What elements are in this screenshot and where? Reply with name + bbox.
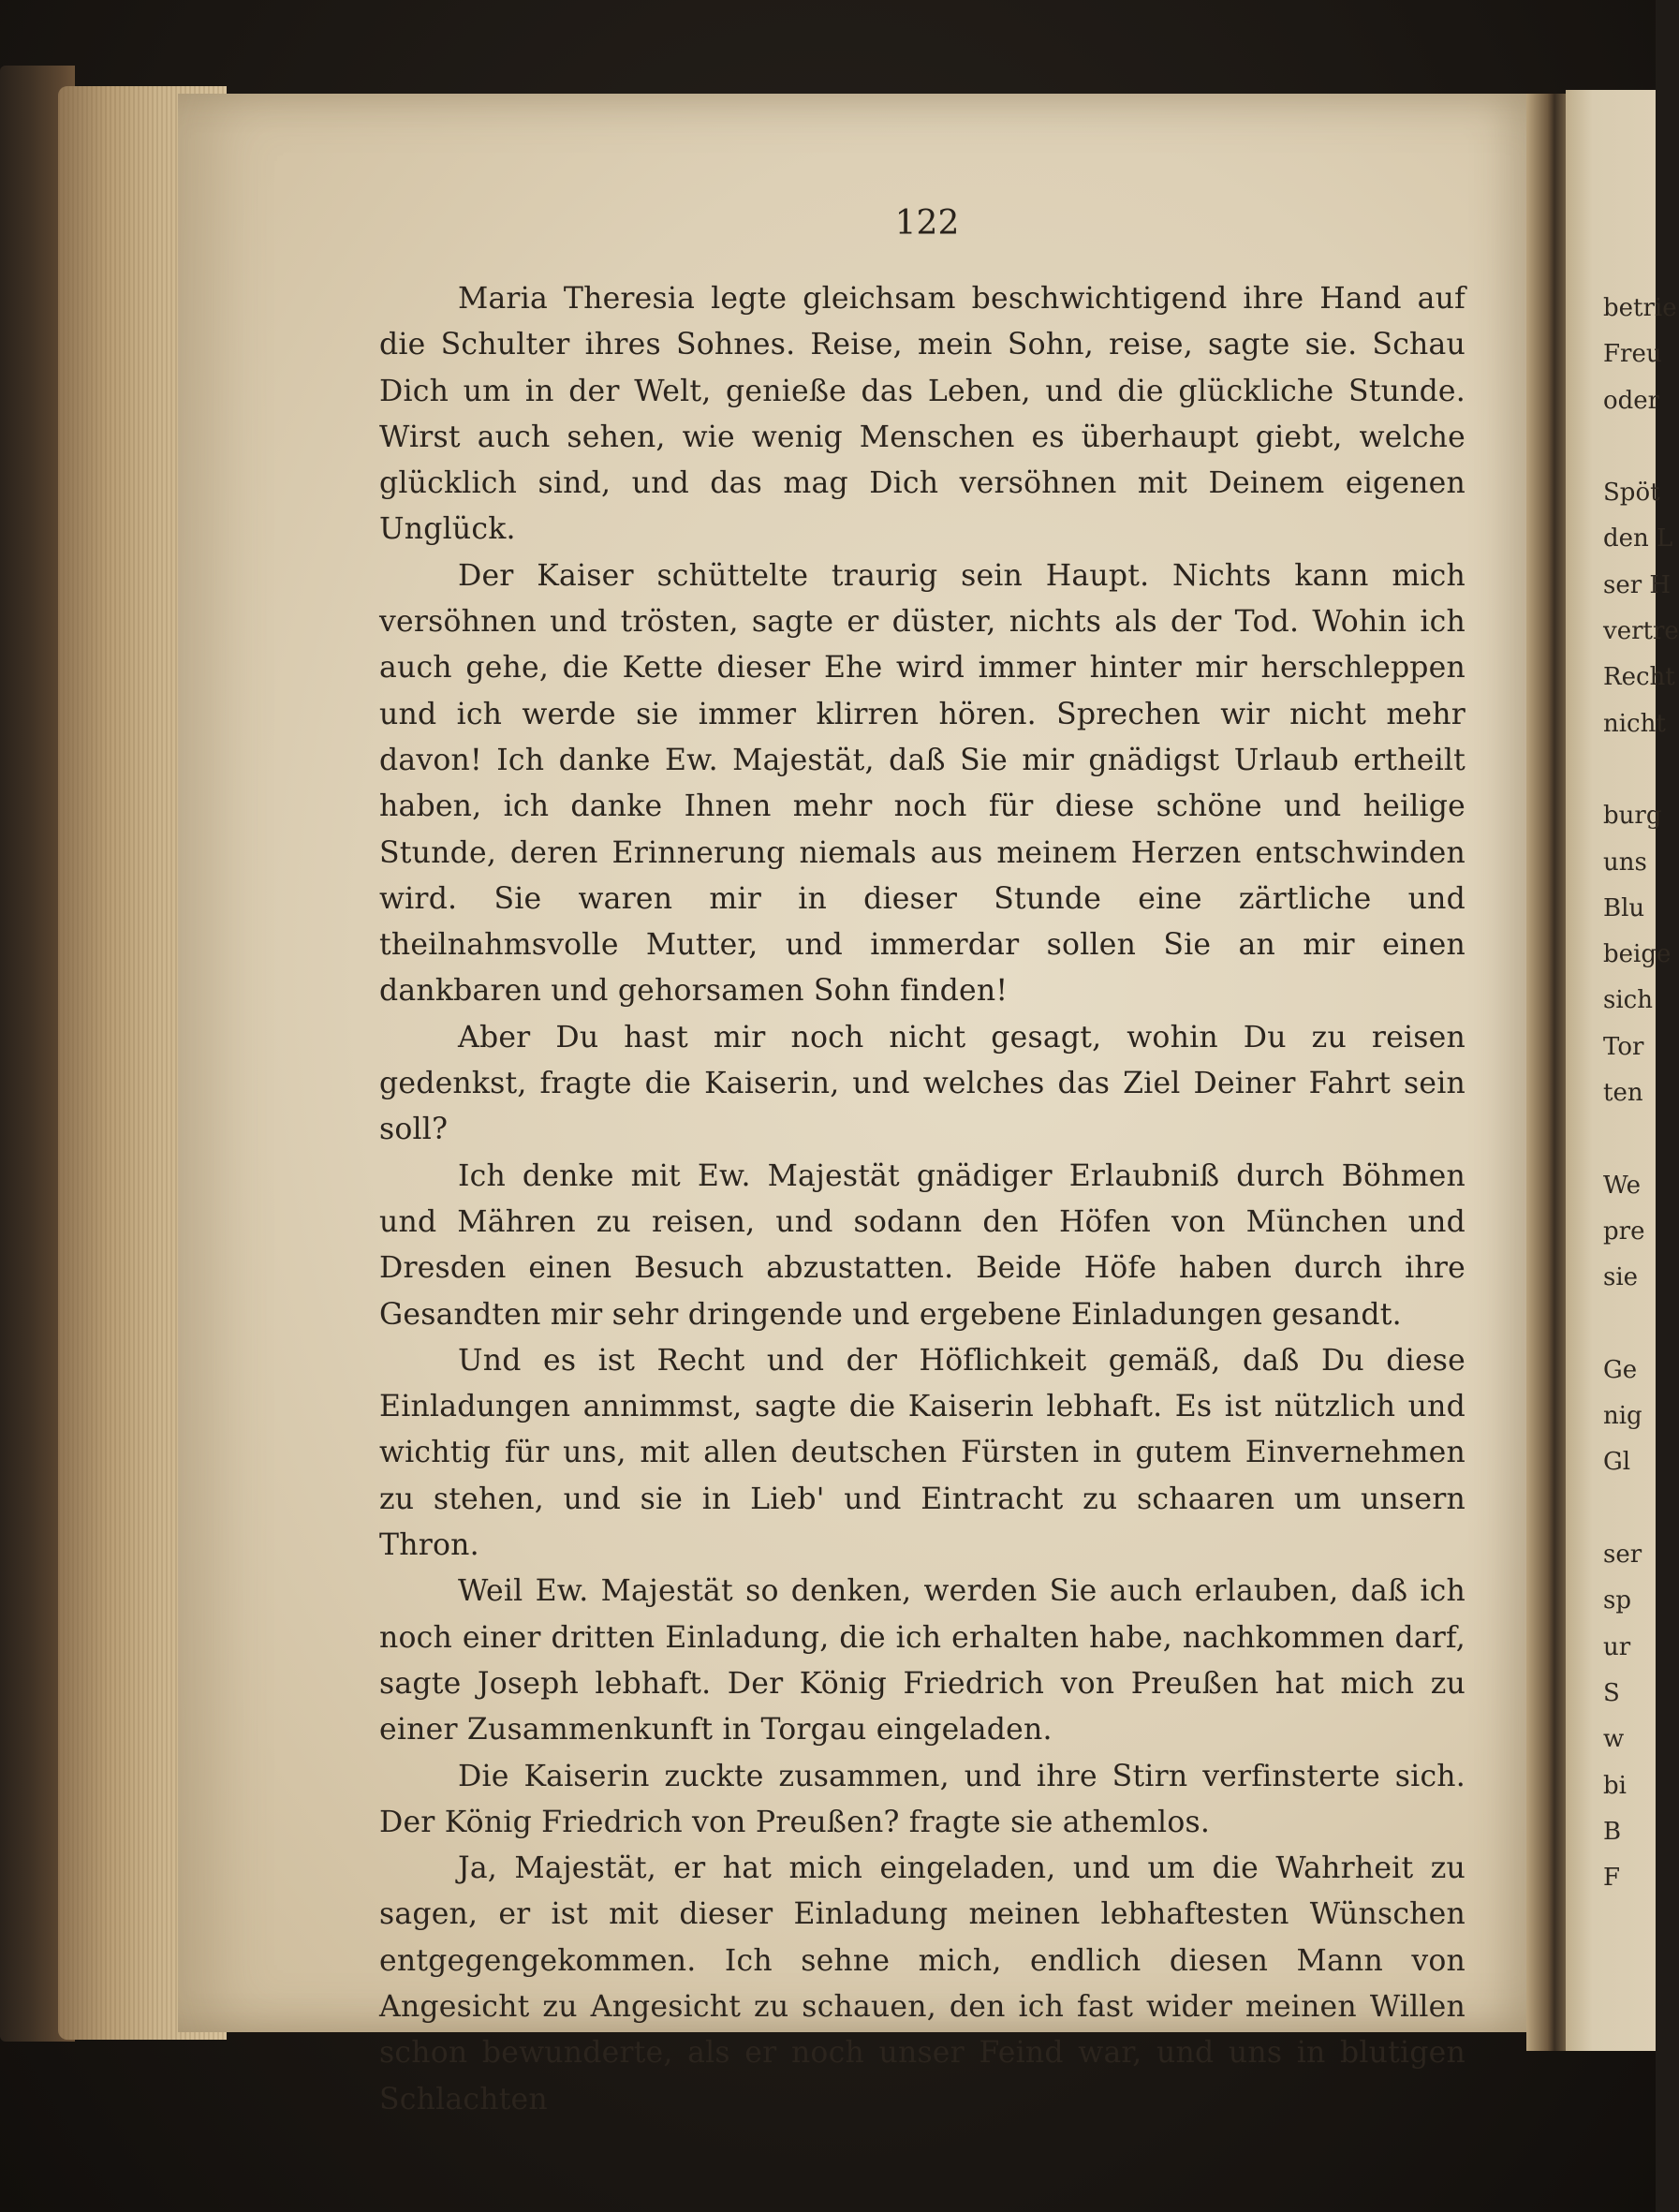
facing-page-fragment: sie: [1603, 1263, 1639, 1292]
facing-page-fragment: den L: [1603, 524, 1673, 553]
facing-page-fragment: uns: [1603, 848, 1647, 877]
facing-page-fragment: F: [1603, 1864, 1621, 1893]
paragraph: Aber Du hast mir noch nicht gesagt, wohin Du zu reisen gedenkst, fragte die Kaiserin, und welches das Ziel Deiner Fahrt sein soll?: [379, 1020, 1465, 1147]
paragraph: Ich denke mit Ew. Majestät gnädiger Erlaubniß durch Böhmen und Mähren zu reisen, und sodann den Höfen von München und Dresden einen Besuch abzustatten. Beide Höfe haben durch ihre Gesandten mir sehr dringende und ergebene Einladungen gesandt.: [379, 1158, 1465, 1332]
facing-page-fragment: We: [1603, 1171, 1641, 1200]
facing-page-fragment: beige: [1603, 940, 1672, 969]
facing-page-fragment: vertre: [1603, 617, 1679, 646]
facing-page-fragment: sp: [1603, 1586, 1631, 1615]
paragraph: Weil Ew. Majestät so denken, werden Sie auch erlauben, daß ich noch einer dritten Einladung, die ich erhalten habe, nachkommen darf, sagte Joseph lebhaft. Der König Friedrich von Preußen hat mich zu einer Zusammenkunft in Torgau eingeladen.: [379, 1574, 1465, 1747]
facing-page-fragment: Gl: [1603, 1448, 1631, 1477]
facing-page-fragment: w: [1603, 1725, 1625, 1754]
facing-page-fragment: Spöt: [1603, 479, 1660, 508]
facing-page-fragment: B: [1603, 1817, 1622, 1846]
facing-page-fragment: S: [1603, 1678, 1620, 1707]
facing-page-fragment: ser: [1603, 1541, 1642, 1570]
paragraph: Ja, Majestät, er hat mich eingeladen, und um die Wahrheit zu sagen, er ist mit dieser Einladung meinen lebhaftesten Wünschen entgegengekommen. Ich sehne mich, endlich diesen Mann von Angesicht zu Angesicht zu schauen, den ich fast wider meinen Willen schon bewunderte, als er noch unser Feind war, und uns in blutigen Schlachten: [379, 1851, 1465, 2116]
facing-page-fragment: sich: [1603, 986, 1653, 1015]
facing-page-fragment: Blu: [1603, 893, 1645, 922]
facing-page-fragment: nicht: [1603, 709, 1666, 738]
facing-page-fragment: Ge: [1603, 1355, 1638, 1384]
facing-page-fragment: nig: [1603, 1402, 1642, 1431]
facing-page-gap: [1603, 747, 1656, 793]
facing-page-fragment: ur: [1603, 1632, 1631, 1661]
facing-page-fragment: burg: [1603, 802, 1662, 831]
facing-page-fragment: Recht: [1603, 663, 1675, 692]
facing-page-fragment: pre: [1603, 1217, 1645, 1246]
facing-page-fragment: oder: [1603, 386, 1660, 415]
facing-page-gap: [1603, 1116, 1656, 1162]
facing-page-fragment: ser H: [1603, 570, 1672, 599]
paragraph: Der Kaiser schüttelte traurig sein Haupt. Nichts kann mich versöhnen und trösten, sagte er düster, nichts als der Tod. Wohin ich auch gehe, die Kette dieser Ehe wird immer hinter mir herschleppen und ich werde sie immer klirren hören. Sprechen wir nicht mehr davon! Ich danke Ew. Majestät, daß Sie mir gnädigst Urlaub ertheilt haben, ich danke Ihnen mehr noch für diese schöne und heilige Stunde, deren Erinnerung niemals aus meinem Herzen entschwinden wird. Sie waren mir in dieser Stunde eine zärtliche und theilnahmsvolle Mutter, und immerdar sollen Sie an mir einen dankbaren und gehorsamen Sohn finden!: [379, 558, 1465, 1009]
paragraph: Die Kaiserin zuckte zusammen, und ihre Stirn verfinsterte sich. Der König Friedrich von Preußen? fragte sie athemlos.: [379, 1759, 1465, 1839]
page-number: 122: [894, 204, 960, 243]
paragraph: Maria Theresia legte gleichsam beschwichtigend ihre Hand auf die Schulter ihres Sohnes. Reise, mein Sohn, reise, sagte sie. Schau Dich um in der Welt, genieße das Leben, und die glückliche Stunde. Wirst auch sehen, wie wenig Menschen es überhaupt giebt, welche glücklich sind, und das mag Dich versöhnen mit Deinem eigenen Unglück.: [379, 282, 1465, 547]
facing-page-gap: [1603, 1302, 1656, 1348]
paragraph: Und es ist Recht und der Höflichkeit gemäß, daß Du diese Einladungen annimmst, sagte die Kaiserin lebhaft. Es ist nützlich und wichtig für uns, mit allen deutschen Fürsten in gutem Einvernehmen zu stehen, und sie in Lieb' und Eintracht zu schaaren um unsern Thron.: [379, 1343, 1465, 1563]
facing-page-fragment: ten: [1603, 1079, 1643, 1108]
facing-page-text: [1603, 286, 1679, 1901]
facing-page-fragment: betrie: [1603, 294, 1677, 322]
facing-page-gap: [1603, 1486, 1656, 1532]
facing-page-gap: [1603, 424, 1656, 470]
page-body-text: [379, 276, 1465, 2123]
facing-page-fragment: Tor: [1603, 1032, 1644, 1061]
facing-page-fragment: bi: [1603, 1771, 1627, 1800]
facing-page-fragment: Freu: [1603, 340, 1662, 369]
